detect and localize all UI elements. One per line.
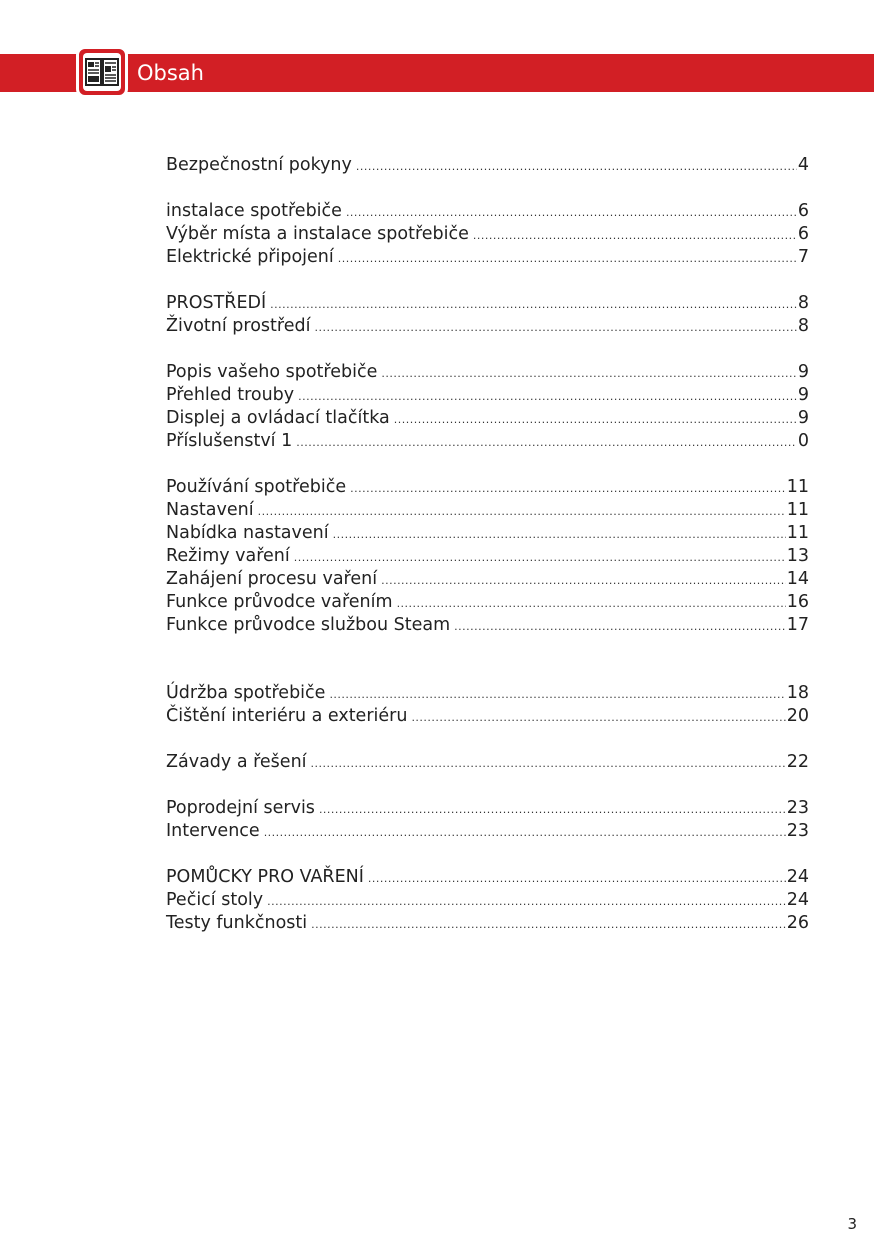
toc-entry[interactable] — [166, 614, 809, 637]
toc-entry[interactable] — [166, 866, 809, 889]
toc-entry-title: Čištění interiéru a exteriéru — [166, 706, 408, 726]
toc-entry-title: Výběr místa a instalace spotřebiče — [166, 224, 469, 244]
toc-dot-leader — [381, 362, 797, 385]
toc-dot-leader — [311, 913, 786, 936]
toc-entry[interactable] — [166, 797, 809, 820]
toc-entry-title: Údržba spotřebiče — [166, 683, 326, 703]
toc-dot-leader — [397, 592, 786, 615]
toc-group — [166, 292, 809, 338]
toc-entry-page: 9 — [797, 408, 809, 428]
toc-entry[interactable] — [166, 568, 809, 591]
toc-entry-page: 8 — [797, 293, 809, 313]
toc-dot-leader — [267, 890, 786, 913]
toc-dot-leader — [294, 546, 786, 569]
toc-dot-leader — [356, 155, 797, 178]
toc-group — [166, 866, 809, 935]
toc-entry-title: POMŮCKY PRO VAŘENÍ — [166, 867, 364, 887]
toc-entry-page: 6 — [797, 224, 809, 244]
toc-entry-title: Intervence — [166, 821, 260, 841]
toc-entry-page: 24 — [786, 867, 809, 887]
toc-entry-title: PROSTŘEDÍ — [166, 293, 267, 313]
toc-dot-leader — [311, 752, 786, 775]
toc-entry-title: Zahájení procesu vaření — [166, 569, 378, 589]
toc-entry-page: 23 — [786, 798, 809, 818]
table-of-contents — [166, 154, 809, 958]
toc-entry[interactable] — [166, 154, 809, 177]
toc-entry-page: 11 — [786, 500, 809, 520]
toc-entry[interactable] — [166, 889, 809, 912]
toc-entry-title: Popis vašeho spotřebiče — [166, 362, 378, 382]
toc-entry[interactable] — [166, 751, 809, 774]
toc-dot-leader — [270, 293, 797, 316]
toc-entry-title: Displej a ovládací tlačítka — [166, 408, 390, 428]
toc-dot-leader — [319, 798, 786, 821]
toc-dot-leader — [329, 683, 785, 706]
toc-entry-page: 11 — [786, 523, 809, 543]
toc-entry[interactable] — [166, 292, 809, 315]
toc-dot-leader — [350, 477, 786, 500]
page-number: 3 — [847, 1215, 857, 1233]
toc-entry-page: 14 — [786, 569, 809, 589]
toc-dot-leader — [381, 569, 786, 592]
toc-entry-title: Pečicí stoly — [166, 890, 264, 910]
toc-entry[interactable] — [166, 361, 809, 384]
toc-entry-title: Přehled trouby — [166, 385, 295, 405]
toc-entry-page: 24 — [786, 890, 809, 910]
toc-entry-title: Životní prostředí — [166, 316, 311, 336]
toc-entry[interactable] — [166, 384, 809, 407]
toc-dot-leader — [473, 224, 797, 247]
toc-group — [166, 751, 809, 774]
book-icon — [76, 46, 128, 98]
toc-entry[interactable] — [166, 200, 809, 223]
toc-entry-page: 26 — [786, 913, 809, 933]
toc-entry-title: Nabídka nastavení — [166, 523, 329, 543]
toc-group — [166, 682, 809, 728]
toc-entry-title: Používání spotřebiče — [166, 477, 347, 497]
toc-entry-title: Bezpečnostní pokyny — [166, 155, 352, 175]
toc-group — [166, 200, 809, 269]
toc-group — [166, 797, 809, 843]
toc-entry-page: 18 — [786, 683, 809, 703]
toc-entry-title: Elektrické připojení — [166, 247, 334, 267]
toc-entry-page: 6 — [797, 201, 809, 221]
toc-entry-page: 17 — [786, 615, 809, 635]
toc-entry[interactable] — [166, 545, 809, 568]
toc-entry-title: Funkce průvodce vařením — [166, 592, 393, 612]
toc-entry-page: 20 — [786, 706, 809, 726]
toc-entry[interactable] — [166, 407, 809, 430]
toc-entry-title: Nastavení — [166, 500, 254, 520]
toc-dot-leader — [346, 201, 797, 224]
toc-entry-title: instalace spotřebiče — [166, 201, 342, 221]
header-bar — [0, 54, 874, 92]
toc-dot-leader — [394, 408, 797, 431]
toc-entry[interactable] — [166, 912, 809, 935]
toc-group — [166, 154, 809, 177]
toc-entry-page: 11 — [786, 477, 809, 497]
page-title: Obsah — [137, 61, 204, 85]
toc-entry-page: 22 — [786, 752, 809, 772]
toc-dot-leader — [454, 615, 786, 638]
toc-dot-leader — [296, 431, 797, 454]
toc-dot-leader — [411, 706, 785, 729]
toc-entry-page: 23 — [786, 821, 809, 841]
toc-entry-page: 9 — [797, 362, 809, 382]
toc-entry-title: Příslušenství 1 — [166, 431, 293, 451]
toc-group — [166, 361, 809, 453]
toc-entry[interactable] — [166, 522, 809, 545]
toc-dot-leader — [298, 385, 797, 408]
toc-dot-leader — [333, 523, 786, 546]
toc-entry-title: Režimy vaření — [166, 546, 290, 566]
toc-entry-title: Testy funkčnosti — [166, 913, 308, 933]
toc-entry[interactable] — [166, 499, 809, 522]
toc-entry-title: Poprodejní servis — [166, 798, 315, 818]
toc-entry-page: 16 — [786, 592, 809, 612]
toc-entry[interactable] — [166, 223, 809, 246]
toc-entry[interactable] — [166, 315, 809, 338]
toc-entry-title: Závady a řešení — [166, 752, 307, 772]
toc-entry[interactable] — [166, 705, 809, 728]
toc-entry-page: 8 — [797, 316, 809, 336]
toc-entry-page: 9 — [797, 385, 809, 405]
toc-entry-title: Funkce průvodce službou Steam — [166, 615, 451, 635]
toc-entry[interactable] — [166, 246, 809, 269]
toc-entry[interactable] — [166, 591, 809, 614]
toc-dot-leader — [314, 316, 796, 339]
toc-group — [166, 476, 809, 637]
toc-entry[interactable] — [166, 682, 809, 705]
toc-dot-leader — [368, 867, 786, 890]
toc-entry[interactable] — [166, 476, 809, 499]
toc-entry-page: 7 — [797, 247, 809, 267]
toc-dot-leader — [338, 247, 797, 270]
toc-entry-page: 4 — [797, 155, 809, 175]
toc-entry-page: 13 — [786, 546, 809, 566]
toc-entry[interactable] — [166, 430, 809, 453]
toc-dot-leader — [264, 821, 786, 844]
toc-entry-page: 0 — [797, 431, 809, 451]
toc-dot-leader — [258, 500, 786, 523]
toc-entry[interactable] — [166, 820, 809, 843]
